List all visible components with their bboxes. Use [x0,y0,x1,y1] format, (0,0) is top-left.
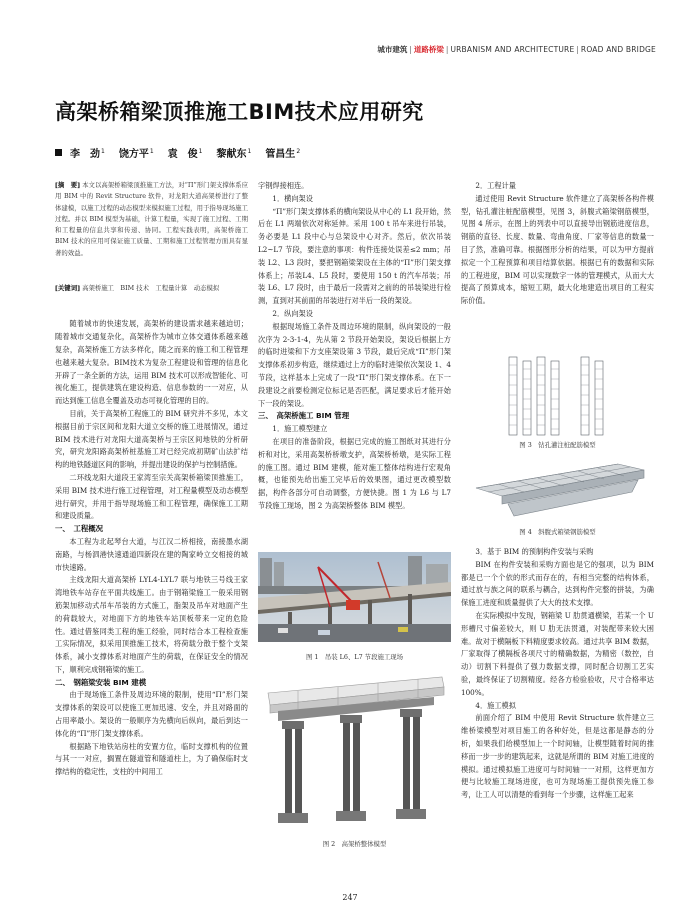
column-2 [258,180,451,513]
pile-rebar-model [483,355,633,437]
column-3 [461,180,654,308]
section-heading: 三、 高架桥施工 BIM 管理 [258,411,350,421]
running-header [377,44,656,55]
author: 袁 俊$^1$ [167,147,203,160]
paragraph: “Π”形门架支撑体系的横向架设从中心的 L1 段开始，然后在 L1 两端依次对称延伸。采用 100 t 吊车来进行吊装，务必要是 L1 段中心与总架设中心对齐。然后，依次吊装 L2~L7 节段，要注意的事项：构件连接处误差≤2 mm；吊装 L2、L3 段时，要把钢箱梁架设在主体的“Π”形门架支撑体系上；吊装L4、L5 段时，要使用 150 t 的汽车吊装；吊装 L6、L7 段时，由于最后一段需对之前的的吊装梁进行检测，直到对其前面的吊装进行对半后一段的架设。 [258,206,451,306]
section-heading: 二、 钢箱梁安装 BIM 建模 [55,677,147,687]
box-girder-rebar-model [468,460,648,524]
figure-2 [258,665,451,848]
figure-1-caption: 图 1 吊装 L6、L7 节段施工现场 [305,653,404,661]
paragraph: 主线龙阳大道高架桥 LYL4-LYL7 联与地铁三号线王家湾地铁车站存在平面共线施工。由于钢箱梁施工一般采用钢筋架加移动式吊车吊装的方式施工，脂架及吊车对地面产生的荷载较大，对地面下方的地铁车站顶板带来一定的危险性。通过借鉴同类工程的施工经验，同时结合本工程检查施工实际情况，拟采用顶推施工技术，将荷载分散于整个支架体系，减小支撑体系对地面产生的荷载，在保证安全的情况下，顺利完成钢箱梁的施工。 [55,575,248,674]
subsection-heading: 1．横向架设 [272,193,313,203]
figure-2-caption: 图 2 高架桥整体模型 [322,840,387,848]
paragraph: 在实际模拟中发现，钢箱梁 U 肋贯通横梁，若某一个 U 形槽尺寸偏差较大，则 U 肋无法贯通，对装配带来较大困难。故对于横隔板下料精度要求较高。通过共享 BIM 数据，厂家取得了横隔板各项尺寸的精确数据，为精密（数控，自动）切割下料提供了强力数据支撑，同时配合切割工艺实验，最终保证了切割精度。经各方检验验收，尺寸合格率达100%。 [461,610,654,697]
figure-4-caption: 图 4 斜腹式箱梁钢筋模型 [519,528,596,536]
subsection-heading: 2．工程计量 [475,181,516,190]
page-number: 247 [342,893,358,902]
keywords: [关键词] 高架桥施工 BIM 技术 工程量计算 动态模拟 [55,284,220,293]
abstract: [摘 要] 本文以高架桥箱梁顶推施工方法，对“Π”形门架支撑体系应用 BIM 中的 Revit Structure 软件，对龙阳大道高架桥进行了整体建模，以施工过程的动态模型来模拟施工过程，用于指导现场施工过程。并以 BIM 模型为基础，计算工程量，实现了施工过程、工期和工程量的信息共享和传递、协同。工程实践表明，高架桥施工 BIM 技术的应用可保证施工质量、工期和施工过程管理方面具有显著的效益。 [55,181,248,257]
column-1 [55,180,248,779]
construction-site-photo [258,552,451,642]
author: 李 劲$^1$ [70,147,105,160]
header-separator: | [409,45,412,54]
section-heading: 一、 工程概况 [55,524,104,534]
viaduct-bim-model [258,665,451,835]
author-bullet-icon [55,149,62,156]
paragraph: 由于现场施工条件及周边环境的限制，使用“Π”形门架支撑体系的架设可以使施工更加迅速、安全，并且对路面的占用率最小。架设的一般顺序为先横向后纵向，最后到达一体化的“Π”形门架支撑体系。 [55,690,248,738]
figure-4 [461,460,654,536]
header-subsection-cn: 道路桥梁 [413,45,444,54]
author: 管昌生$^2$ [265,147,301,160]
paragraph: 根据现场施工条件及周边环境的限制，纵向架设的一般次序为 2-3-1-4，先从第 2 节段开始架设，架设后根据上方的临时进梁和下方支座架设第 3 节段，最后完成“Π”形门架支撑体系初步构造，继续通过上方的临时进梁依次架设 1、4 节段，这样基本上完成了一段“Π”形门架支撑体系。在下一段建设之前要检测定位标记是否匹配，满足要求后才能开始下一段的架设。 [258,321,451,408]
paragraph: 本工程为北起琴台大道，与江汉二桥相接，南接墨水湖南路，与杨泗港快速通道四新段在建的陶家岭立交相接的城市快速路。 [55,536,248,572]
paper-title: 高架桥箱梁顶推施工BIM技术应用研究 [55,100,424,124]
paragraph: BIM 在构件安装和采购方面也是它的强项，以为 BIM 都是已一个个依的形式而存在的，有相当完整的结构体系，通过放与族之间的联系与耦合，达到构件完整的拼装，为确保施工进度和质量提供了大大的技术支撑。 [461,559,654,608]
header-separator-3: | [576,45,579,54]
column-3-continued [461,546,654,802]
paragraph: 根据路下地铁站房柱的安置方位，临时支撑机构的位置与其一一对应，搁置在隧道管和隧道柱上，为了确保临时支撑结构的稳定性，支柱的中间用工 [55,741,248,777]
paragraph: 前面介绍了 BIM 中使用 Revit Structure 软件建立三维桥梁模型对项目施工的各种好处，但是这都是静态的分析，如果我们给模型加上一个时间轴，让模型随着时间的推移而一步一步的建筑起来，这就是所谓的 BIM 对施工进度的模拟。通过模拟施工进度可与时间轴一一对照，这样更加方便与比较施工现场进度，也可为现场施工提供预先施工参考，让工人可以清楚的看到每一个步骤，这样施工起来 [461,713,654,800]
paragraph: 字钢焊接相连。 [258,181,309,190]
paragraph: 随着城市的快速发展，高架桥的建设需求越来越迫切；随着城市交通复杂化，高架桥作为城市立体交通体系越来越复杂，高架桥施工方法多样化，随之而来的施工和工程管理也越来越大复杂。BIM技术为复杂工程建设和管理的信息化开辟了一条全新的方法，运用 BIM 技术可以形成智能化、可视化施工，提供建筑在建设构造、信息参数的一一对应，从而达到施工信息全覆盖及动态可视化管理的目的。 [55,319,248,406]
author-list [55,145,314,160]
header-section-cn: 城市建筑 [377,45,408,54]
subsection-heading: 3．基于 BIM 的预制构件安装与采购 [475,547,594,556]
figure-1 [258,552,451,661]
paragraph: 二环线龙阳大道段王家湾至宗关高架桥箱梁顶推施工，采用 BIM 技术进行施工过程管理，对工程量模型及动态模型进行研究，并用于指导现场施工和工程管理，确保施工工期和建设质量。 [55,472,248,521]
header-subsection-en: ROAD AND BRIDGE [580,45,656,54]
header-separator-2: | [445,45,449,54]
subsection-heading: 4．施工模拟 [475,700,516,710]
subsection-heading: 2．纵向架设 [272,308,313,318]
paragraph: 在项目的准备阶段，根据已完成的施工图纸对其进行分析和对比，采用高架桥桥墩支护，高架桥桥墩，是实际工程的施工图。通过 BIM 建模，能对施工整体结构进行宏观角概，也能预先给出施工完毕后的效果图，通过更改模型数据，构件各部分可自动调整，方便快捷。图 1 为 L6 与 L7 节段施工现场，图 2 为高架桥整体 BIM 模型。 [258,436,451,510]
figure-3-caption: 图 3 钻孔灌注桩配筋模型 [519,441,596,449]
author: 饶方平$^1$ [118,147,154,160]
figure-3 [461,355,654,449]
subsection-heading: 1．施工模型建立 [272,424,328,434]
header-section-en: URBANISM AND ARCHITECTURE [450,45,575,54]
paragraph: 目前，关于高架桥工程施工的 BIM 研究并不多见，本文根据目前于宗区间和龙阳大道立交桥的施工进展情况，通过 BIM 技术进行对龙阳大道高架桥与王宗区间地铁的分析研究，研究龙阳路高架桥桩基施工对已经完成初期矿山法扩结构的地铁隧道区间的影响，并提出建设的保护与控制措施。 [55,408,248,470]
author: 黎献东$^1$ [216,147,252,160]
paragraph: 通过使用 Revit Structure 软件建立了高架桥各构件模型，钻孔灌注桩配筋模型，见图 3，斜腹式箱梁钢筋模型，见图 4 所示，在图上的列表中可以直接导出钢筋进度信息，钢筋的直径、长度、数量、弯曲角度、厂家等信息的数量一目了然，准确可靠。根据图形分析的结果，可以为甲方提前拟定一个工程预算和项目结算依据。根据已有的数据和实际的工程进度，BIM 可以实现数字一体的管理模式，从而大大提高了预算成本，缩短工期，最大化地建造出项目的工程实际价值。 [461,193,654,306]
